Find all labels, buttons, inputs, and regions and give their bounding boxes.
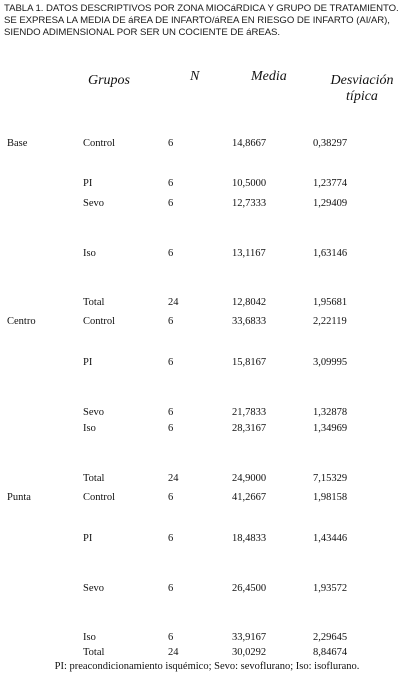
sd-value: 2,29645 [313, 632, 348, 643]
sd-value: 3,09995 [313, 357, 348, 368]
group-label: Total [83, 297, 105, 308]
media-value: 33,9167 [232, 632, 267, 643]
caption-line: SE EXPRESA LA MEDIA DE áREA DE INFARTO/áREA EN RIESGO DE INFARTO (AI/AR), [4, 15, 390, 27]
group-label: Sevo [83, 583, 104, 594]
group-label: Iso [83, 632, 96, 643]
n-value: 6 [168, 316, 174, 327]
group-label: Sevo [83, 407, 104, 418]
sd-value: 1,95681 [313, 297, 348, 308]
group-label: Control [83, 138, 116, 149]
media-value: 12,7333 [232, 198, 267, 209]
sd-value: 0,38297 [313, 138, 348, 149]
group-label: Iso [83, 248, 96, 259]
n-value: 6 [168, 533, 174, 544]
header-desviacion-line: Desviación [330, 73, 394, 88]
media-value: 15,8167 [232, 357, 267, 368]
caption-line: TABLA 1. DATOS DESCRIPTIVOS POR ZONA MIOCáRDICA Y GRUPO DE TRATAMIENTO. [4, 3, 399, 14]
sd-value: 1,29409 [313, 198, 348, 209]
n-value: 6 [168, 423, 174, 434]
sd-value: 1,34969 [313, 423, 348, 434]
header-media: Media [251, 69, 287, 84]
n-value: 24 [168, 473, 179, 484]
zone-label: Punta [7, 492, 31, 503]
n-value: 6 [168, 178, 174, 189]
sd-value: 1,93572 [313, 583, 348, 594]
sd-value: 1,63146 [313, 248, 348, 259]
group-label: PI [83, 533, 93, 544]
caption-line: SIENDO ADIMENSIONAL POR SER UN COCIENTE DE áREAS. [4, 27, 281, 39]
n-value: 6 [168, 632, 174, 643]
header-desviacion-line: típica [346, 89, 378, 104]
sd-value: 1,98158 [313, 492, 348, 503]
media-value: 33,6833 [232, 316, 267, 327]
group-label: Control [83, 316, 116, 327]
sd-value: 1,23774 [313, 178, 348, 189]
media-value: 12,8042 [232, 297, 267, 308]
n-value: 24 [168, 647, 179, 658]
sd-value: 8,84674 [313, 647, 348, 658]
sd-value: 2,22119 [313, 316, 347, 327]
n-value: 6 [168, 357, 174, 368]
media-value: 30,0292 [232, 647, 267, 658]
header-grupos: Grupos [88, 73, 131, 88]
table-caption [4, 3, 412, 40]
group-label: PI [83, 357, 93, 368]
media-value: 21,7833 [232, 407, 267, 418]
n-value: 6 [168, 138, 174, 149]
media-value: 24,9000 [232, 473, 267, 484]
zone-label: Base [7, 138, 28, 149]
group-label: Total [83, 647, 105, 658]
media-value: 26,4500 [232, 583, 267, 594]
group-label: PI [83, 178, 93, 189]
sd-value: 7,15329 [313, 473, 348, 484]
zone-label: Centro [7, 316, 36, 327]
n-value: 6 [168, 492, 174, 503]
group-label: Total [83, 473, 105, 484]
n-value: 6 [168, 583, 174, 594]
media-value: 10,5000 [232, 178, 267, 189]
media-value: 18,4833 [232, 533, 267, 544]
header-desviacion [330, 73, 394, 105]
n-value: 24 [168, 297, 179, 308]
media-value: 28,3167 [232, 423, 267, 434]
group-label: Control [83, 492, 116, 503]
media-value: 13,1167 [232, 248, 266, 259]
n-value: 6 [168, 248, 174, 259]
sd-value: 1,43446 [313, 533, 348, 544]
sd-value: 1,32878 [313, 407, 348, 418]
group-label: Sevo [83, 198, 104, 209]
media-value: 14,8667 [232, 138, 267, 149]
table-footnote: PI: preacondicionamiento isquémico; Sevo: sevoflurano; Iso: isoflurano. [54, 661, 360, 672]
group-label: Iso [83, 423, 96, 434]
header-n: N [190, 69, 200, 84]
n-value: 6 [168, 407, 174, 418]
media-value: 41,2667 [232, 492, 267, 503]
n-value: 6 [168, 198, 174, 209]
